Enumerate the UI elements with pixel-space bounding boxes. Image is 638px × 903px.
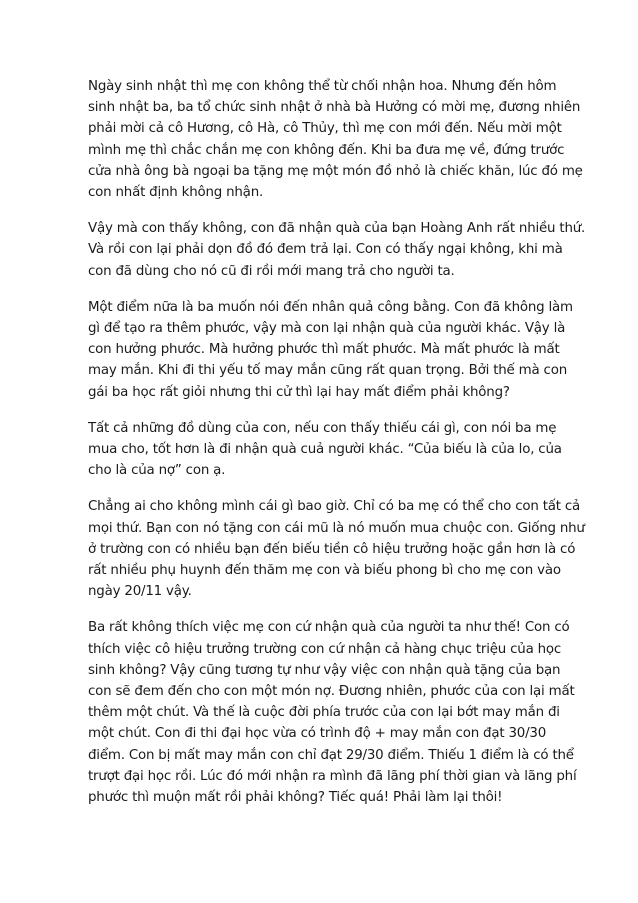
paragraph-4: Tất cả những đồ dùng của con, nếu con thấy thiếu cái gì, con nói ba mẹ mua cho, tốt hơn là đi nhận quà cuả người khác. “Của biếu là của lo, của cho là của nợ” con ạ. — [88, 420, 562, 479]
paragraph-1: Ngày sinh nhật thì mẹ con không thể từ chối nhận hoa. Nhưng đến hôm sinh nhật ba, ba tổ chức sinh nhật ở nhà bà Hưởng có mời mẹ, đương nhiên phải mời cả cô Hương, cô Hà, cô Thủy, thì mẹ con mới đến. Nếu mời một mình mẹ thì chắc chắn mẹ con không đến. Khi ba đưa mẹ về, đứng trước cửa nhà ông bà ngoại ba tặng mẹ một món đồ nhỏ là chiếc khăn, lúc đó mẹ con nhất định không nhận. — [88, 79, 583, 201]
paragraph-5: Chẳng ai cho không mình cái gì bao giờ. Chỉ có ba mẹ có thể cho con tất cả mọi thứ. Bạn con nó tặng con cái mũ là nó muốn mua chuộc con. Giống như ở trường con có nhiều bạn đến biếu tiền cô hiệu trưởng hoặc gần hơn là có rất nhiều phụ huynh đến thăm mẹ con và biếu phong bì cho mẹ con vào ngày 20/11 vậy. — [88, 499, 585, 600]
paragraph-6: Ba rất không thích việc mẹ con cứ nhận quà của người ta như thế! Con có thích việc cô hiệu trưởng trường con cứ nhận cả hàng chục triệu của học sinh không? Vậy cũng tương tự như vậy việc con nhận quà tặng của bạn con sẽ đem đến cho con một món nợ. Đương nhiên, phước của con lại mất thêm một chút. Và thế là cuộc đời phía trước của con lại bớt may mắn đi một chút. Con đi thi đại học vừa có trình độ + may mắn con đạt 30/30 điểm. Con bị mất may mắn con chỉ đạt 29/30 điểm. Thiếu 1 điểm là có thể trượt đại học rồi. Lúc đó mới nhận ra mình đã lãng phí thời gian và lãng phí phước thì muộn mất rồi phải không? Tiếc quá! Phải làm lại thôi! — [88, 620, 577, 806]
paragraph-3: Một điểm nữa là ba muốn nói đến nhân quả công bằng. Con đã không làm gì để tạo ra thêm phước, vậy mà con lại nhận quà của người khác. Vậy là con hưởng phước. Mà hưởng phước thì mất phước. Mà mất phước là mất may mắn. Khi đi thi yếu tố may mắn cũng rất quan trọng. Bởi thế mà con gái ba học rất giỏi nhưng thi cử thì lại hay mất điểm phải không? — [88, 299, 573, 400]
paragraph-2: Vậy mà con thấy không, con đã nhận quà của bạn Hoàng Anh rất nhiều thứ. Và rồi con lại phải dọn đồ đó đem trả lại. Con có thấy ngại không, khi mà con đã dùng cho nó cũ đi rồi mới mang trả cho người ta. — [88, 221, 586, 279]
